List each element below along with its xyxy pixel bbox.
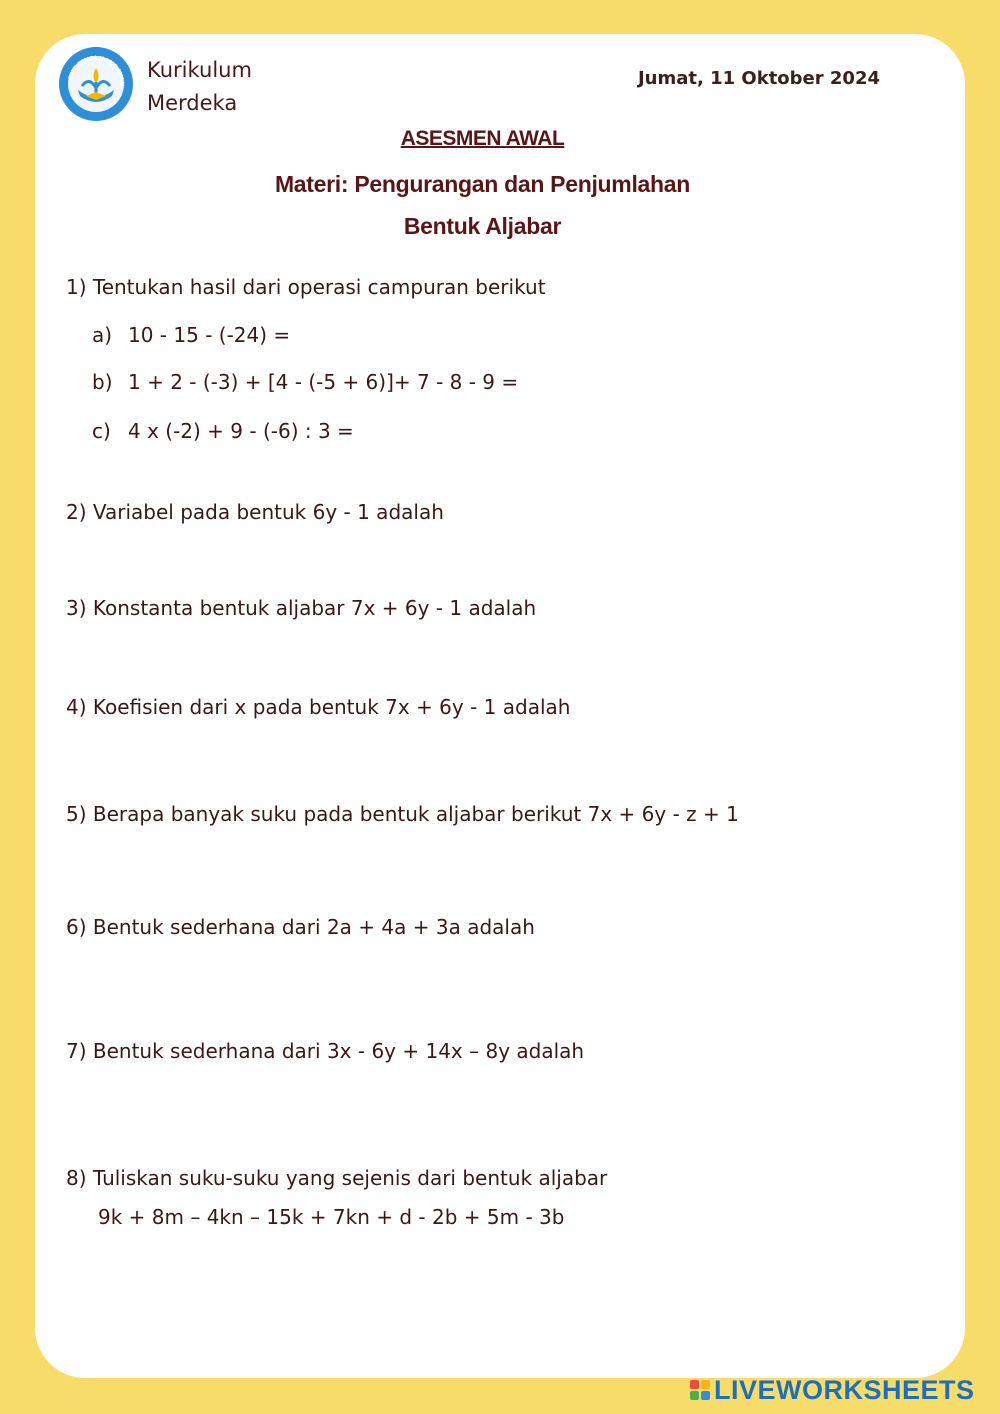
question-1a-expression: 10 - 15 - (-24) = bbox=[128, 323, 291, 347]
worksheet-date: Jumat, 11 Oktober 2024 bbox=[637, 68, 880, 89]
question-1c-label: c) bbox=[92, 419, 111, 443]
question-1c-expression: 4 x (-2) + 9 - (-6) : 3 = bbox=[128, 419, 354, 443]
question-1b-expression: 1 + 2 - (-3) + [4 - (-5 + 6)]+ 7 - 8 - 9 = bbox=[128, 370, 519, 394]
question-6: 6) Bentuk sederhana dari 2a + 4a + 3a adalah bbox=[66, 915, 535, 939]
logo-text: TUT WURI HANDAYAN bbox=[67, 54, 126, 87]
question-1: 1) Tentukan hasil dari operasi campuran berikut bbox=[66, 275, 546, 299]
question-1c bbox=[92, 419, 354, 443]
curriculum-line-2: Merdeka bbox=[147, 91, 238, 115]
question-7: 7) Bentuk sederhana dari 3x - 6y + 14x – 8y adalah bbox=[66, 1039, 585, 1063]
liveworksheets-logo-icon bbox=[690, 1380, 710, 1400]
curriculum-label bbox=[147, 54, 252, 120]
question-1a bbox=[92, 323, 290, 347]
question-8: 8) Tuliskan suku-suku yang sejenis dari bentuk aljabar bbox=[66, 1166, 608, 1190]
question-1a-label: a) bbox=[92, 323, 113, 347]
question-2: 2) Variabel pada bentuk 6y - 1 adalah bbox=[66, 500, 444, 524]
assessment-heading: ASESMEN AWAL bbox=[400, 127, 565, 150]
question-5: 5) Berapa banyak suku pada bentuk aljabar berikut 7x + 6y - z + 1 bbox=[66, 802, 739, 826]
question-8-expression: 9k + 8m – 4kn – 15k + 7kn + d - 2b + 5m - 3b bbox=[98, 1205, 565, 1229]
curriculum-line-1: Kurikulum bbox=[147, 58, 252, 82]
material-title-line-2: Bentuk Aljabar bbox=[403, 213, 562, 239]
material-title-line-1: Materi: Pengurangan dan Penjumlahan bbox=[274, 171, 691, 197]
question-4: 4) Koefisien dari x pada bentuk 7x + 6y - 1 adalah bbox=[66, 695, 571, 719]
liveworksheets-text: LIVEWORKSHEETS bbox=[714, 1374, 975, 1405]
question-1b-label: b) bbox=[92, 370, 113, 394]
liveworksheets-watermark bbox=[690, 1373, 975, 1407]
question-1b bbox=[92, 370, 518, 394]
question-3: 3) Konstanta bentuk aljabar 7x + 6y - 1 adalah bbox=[66, 596, 537, 620]
tut-wuri-handayani-logo bbox=[58, 46, 134, 122]
